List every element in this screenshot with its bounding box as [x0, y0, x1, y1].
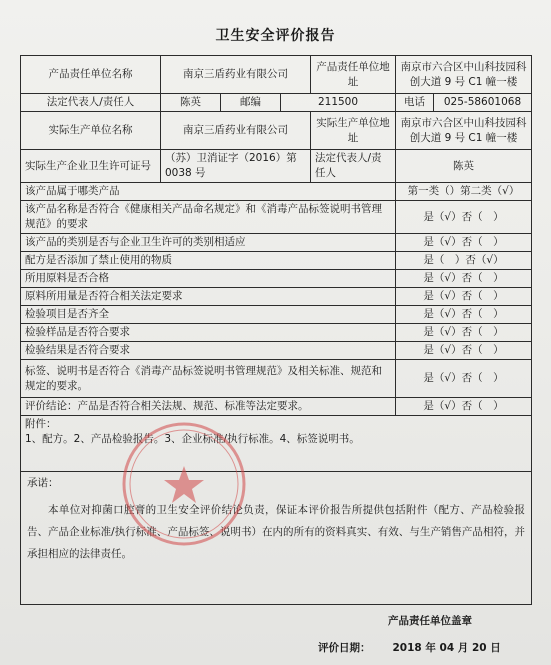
conclusion-text: 评价结论：产品是否符合相关法规、规范、标准等法定要求。 [21, 398, 396, 416]
actual-addr-label: 实际生产单位地址 [311, 112, 396, 150]
check-question: 检验样品是否符合要求 [21, 324, 396, 342]
check-question: 检验项目是否齐全 [21, 306, 396, 324]
check-answer: 是（√）否（ ） [396, 234, 532, 252]
table-row [21, 112, 532, 150]
document-title: 卫生安全评价报告 [215, 28, 336, 44]
postcode-value: 211500 [281, 94, 396, 112]
check-answer: 是（√）否（ ） [396, 360, 532, 398]
table-row [21, 342, 532, 360]
table-row [21, 324, 532, 342]
check-question: 该产品属于哪类产品 [21, 183, 396, 201]
check-answer: 是（√）否（ ） [396, 288, 532, 306]
report-table [20, 55, 532, 605]
check-question: 该产品的类别是否与企业卫生许可的类别相适应 [21, 234, 396, 252]
actual-rep-value: 陈英 [396, 150, 532, 183]
legal-rep-label: 法定代表人/责任人 [21, 94, 161, 112]
conclusion-answer: 是（√）否（ ） [396, 398, 532, 416]
table-row [21, 270, 532, 288]
check-answer: 第一类（）第二类（√） [396, 183, 532, 201]
evaluation-date-line [318, 640, 501, 655]
check-answer: 是（√）否（ ） [396, 306, 532, 324]
postcode-label: 邮编 [221, 94, 281, 112]
check-answer: 是（√）否（ ） [396, 324, 532, 342]
pledge-label: 承诺： [27, 477, 59, 489]
check-question: 配方是否添加了禁止使用的物质 [21, 252, 396, 270]
check-answer: 是（√）否（ ） [396, 270, 532, 288]
table-row [21, 306, 532, 324]
responsible-unit-value: 南京三盾药业有限公司 [161, 56, 311, 94]
check-answer: 是（ ）否（√） [396, 252, 532, 270]
actual-addr-value: 南京市六合区中山科技园科创大道 9 号 C1 幢一楼 [396, 112, 532, 150]
phone-value: 025-58601068 [434, 94, 532, 112]
attachments-text: 1、配方。2、产品检验报告。3、企业标准/执行标准。4、标签说明书。 [25, 433, 360, 445]
responsible-addr-value: 南京市六合区中山科技园科创大道 9 号 C1 幢一楼 [396, 56, 532, 94]
table-row [21, 288, 532, 306]
actual-unit-value: 南京三盾药业有限公司 [161, 112, 311, 150]
actual-unit-label: 实际生产单位名称 [21, 112, 161, 150]
table-row [21, 56, 532, 94]
check-answer: 是（√）否（ ） [396, 342, 532, 360]
check-question: 该产品名称是否符合《健康相关产品命名规定》和《消毒产品标签说明书管理规范》的要求 [21, 201, 396, 234]
table-row [21, 252, 532, 270]
table-row [21, 94, 532, 112]
attachments-cell [21, 416, 532, 472]
license-label: 实际生产企业卫生许可证号 [21, 150, 161, 183]
table-row [21, 472, 532, 605]
actual-rep-label: 法定代表人/责任人 [311, 150, 396, 183]
table-row [21, 360, 532, 398]
table-row [21, 201, 532, 234]
license-value: （苏）卫消证字（2016）第 0038 号 [161, 150, 311, 183]
date-label: 评价日期： [318, 642, 371, 654]
attachments-label: 附件： [25, 418, 57, 430]
table-row [21, 183, 532, 201]
table-row [21, 234, 532, 252]
check-question: 标签、说明书是否符合《消毒产品标签说明书管理规范》及相关标准、规范和规定的要求。 [21, 360, 396, 398]
table-row [21, 398, 532, 416]
check-question: 所用原料是否合格 [21, 270, 396, 288]
phone-label: 电话 [396, 94, 434, 112]
table-row [21, 150, 532, 183]
seal-label: 产品责任单位盖章 [388, 615, 472, 627]
pledge-text: 本单位对抑菌口腔膏的卫生安全评价结论负责，保证本评价报告所提供包括附件（配方、产品检验报告、产品企业标准/执行标准、产品标签、说明书）在内的所有的资料真实、有效、与生产销售产品相符，并承担相应的法律责任。 [27, 504, 526, 560]
table-row [21, 416, 532, 472]
check-question: 检验结果是否符合要求 [21, 342, 396, 360]
responsible-addr-label: 产品责任单位地址 [311, 56, 396, 94]
pledge-cell [21, 472, 532, 605]
date-value: 2018 年 04 月 20 日 [392, 642, 501, 654]
responsible-unit-label: 产品责任单位名称 [21, 56, 161, 94]
legal-rep-value: 陈英 [161, 94, 221, 112]
check-question: 原料所用量是否符合相关法定要求 [21, 288, 396, 306]
check-answer: 是（√）否（ ） [396, 201, 532, 234]
